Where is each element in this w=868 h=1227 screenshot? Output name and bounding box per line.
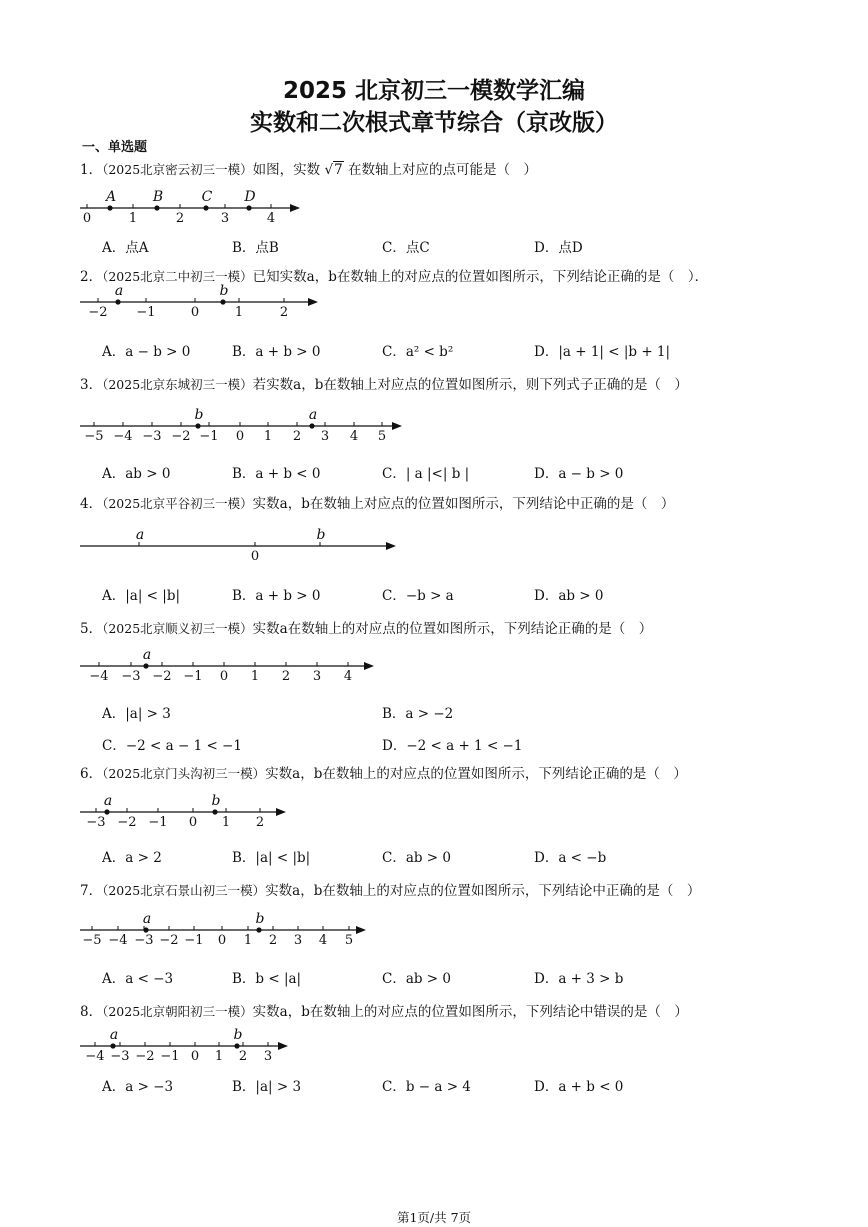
tick-label: 1: [243, 933, 253, 948]
tick-label: 4: [343, 669, 353, 684]
point-dot: [195, 423, 200, 428]
number-line-arrow-icon: [278, 1042, 288, 1050]
tick-label: −4: [113, 429, 133, 444]
number-line-arrow-icon: [364, 662, 374, 670]
point-dot: [212, 809, 217, 814]
point-dot: [154, 205, 159, 210]
q-stem: 实数a，b在数轴上的对应点的位置如图所示，下列结论正确的是（ ）: [265, 766, 687, 782]
tick-label: −3: [86, 815, 106, 830]
q-source: （2025北京平谷初三一模）: [102, 496, 253, 511]
point-label: a: [109, 1027, 119, 1043]
q-source: （2025北京门头沟初三一模）: [102, 766, 266, 781]
tick-label: 3: [312, 669, 322, 684]
tick-label: 4: [349, 429, 359, 444]
option-a: A．a > 2: [102, 850, 162, 866]
q-source: （2025北京密云初三一模）: [102, 162, 253, 177]
q-stem-part1: 如图，实数: [252, 162, 321, 178]
option-b: B．b < |a|: [232, 971, 302, 987]
tick-label: −2: [159, 933, 179, 948]
option-b: B．点B: [232, 240, 279, 256]
tick-label: −1: [136, 305, 156, 320]
point-dot: [107, 205, 112, 210]
point-label: b: [194, 407, 204, 423]
option-d: D．a < −b: [534, 850, 607, 866]
q-source: （2025北京二中初三一模）: [102, 269, 253, 284]
tick-label: 1: [263, 429, 273, 444]
option-d: D．a − b > 0: [534, 466, 624, 482]
radicand: 7: [334, 162, 343, 178]
option-a: A．|a| > 3: [102, 706, 171, 722]
tick-label: 3: [220, 211, 230, 226]
tick-label: 0: [190, 305, 200, 320]
page-footer: 第1页/共 7页: [396, 1210, 472, 1225]
point-dot: [234, 1043, 239, 1048]
tick-label: 0: [190, 1049, 200, 1064]
point-label: a: [142, 911, 152, 927]
tick-label: −5: [84, 429, 104, 444]
section-heading: 一、单选题: [82, 140, 148, 155]
option-c: C．−2 < a − 1 < −1: [102, 738, 242, 754]
point-dot: [220, 299, 225, 304]
point-dot: [309, 423, 314, 428]
tick-label: 2: [175, 211, 185, 226]
point-label: b: [316, 527, 326, 543]
point-label: A: [105, 189, 117, 205]
point-label: C: [201, 189, 213, 205]
option-c: C．ab > 0: [382, 850, 452, 866]
point-label: b: [211, 793, 221, 809]
tick-label: 3: [320, 429, 330, 444]
tick-label: −2: [135, 1049, 155, 1064]
option-a: A．|a| < |b|: [102, 588, 181, 604]
tick-label: 2: [279, 305, 289, 320]
number-line-arrow-icon: [276, 808, 286, 816]
tick-label: 1: [214, 1049, 224, 1064]
tick-label: −1: [183, 669, 203, 684]
q-num: 6．: [80, 766, 103, 782]
tick-label: −2: [171, 429, 191, 444]
tick-label: −2: [117, 815, 137, 830]
number-line-arrow-icon: [392, 422, 402, 430]
tick-label: −3: [121, 669, 141, 684]
option-b: B．|a| > 3: [232, 1079, 302, 1095]
option-a: A．a < −3: [102, 971, 174, 987]
q-stem: 实数a，b在数轴上的对应点的位置如图所示，下列结论中错误的是（ ）: [252, 1004, 688, 1020]
option-b: B．a + b < 0: [232, 466, 321, 482]
option-d: D．|a + 1| < |b + 1|: [534, 344, 671, 360]
tick-label: 2: [292, 429, 302, 444]
tick-label: 0: [219, 669, 229, 684]
q-source: （2025北京石景山初三一模）: [102, 883, 266, 898]
option-d: D．a + 3 > b: [534, 971, 624, 987]
q-source: （2025北京顺义初三一模）: [102, 621, 253, 636]
tick-label: 4: [266, 211, 276, 226]
q-stem: 实数a，b在数轴上对应点的位置如图所示，下列结论中正确的是（ ）: [252, 496, 675, 512]
tick-label: −3: [134, 933, 154, 948]
option-a: A．a − b > 0: [102, 344, 191, 360]
option-b: B．a > −2: [382, 706, 454, 722]
number-line-arrow-icon: [308, 298, 318, 306]
point-label: b: [255, 911, 265, 927]
tick-label: 5: [344, 933, 354, 948]
tick-label: −5: [82, 933, 102, 948]
point-dot: [143, 927, 148, 932]
tick-label: 2: [238, 1049, 248, 1064]
number-line-arrow-icon: [386, 542, 396, 550]
q-num: 7．: [80, 883, 103, 899]
q-source: （2025北京东城初三一模）: [102, 377, 253, 392]
tick-label: 2: [255, 815, 265, 830]
point-dot: [256, 927, 261, 932]
tick-label: −1: [148, 815, 168, 830]
option-d: D．ab > 0: [534, 588, 604, 604]
q-num: 8．: [80, 1004, 103, 1020]
option-c: C．b − a > 4: [382, 1079, 471, 1095]
q-stem: 已知实数a，b在数轴上的对应点的位置如图所示，下列结论正确的是（ ）．: [252, 269, 709, 285]
point-label: a: [114, 283, 124, 299]
tick-label: 1: [221, 815, 231, 830]
option-c: C．−b > a: [382, 588, 454, 604]
tick-label: −4: [108, 933, 128, 948]
option-b: B．a + b > 0: [232, 344, 321, 360]
tick-label: 0: [217, 933, 227, 948]
sqrt-expression: √7: [324, 162, 343, 178]
q-source: （2025北京朝阳初三一模）: [102, 1004, 253, 1019]
option-a: A．a > −3: [102, 1079, 174, 1095]
point-label: a: [308, 407, 318, 423]
point-label: B: [152, 189, 164, 205]
tick-label: 1: [128, 211, 138, 226]
option-c: C．a² < b²: [382, 344, 454, 360]
tick-label: 2: [281, 669, 291, 684]
tick-label: 5: [377, 429, 387, 444]
q-stem-part2: 在数轴上对应的点可能是（ ）: [347, 162, 537, 178]
point-label: a: [135, 527, 145, 543]
point-label: b: [219, 283, 229, 299]
number-line-arrow-icon: [356, 926, 366, 934]
q-num: 1．: [80, 162, 103, 178]
point-dot: [246, 205, 251, 210]
option-a: A．ab > 0: [102, 466, 171, 482]
q-num: 5．: [80, 621, 103, 637]
q-num: 4．: [80, 496, 103, 512]
tick-label: −1: [160, 1049, 180, 1064]
doc-title-line1: 2025 北京初三一模数学汇编: [282, 78, 586, 104]
point-label: a: [103, 793, 113, 809]
tick-label: 4: [318, 933, 328, 948]
tick-label: −3: [142, 429, 162, 444]
q-stem: 实数a，b在数轴上的对应点的位置如图所示，下列结论中正确的是（ ）: [265, 883, 701, 899]
option-c: C．| a |<| b |: [382, 466, 470, 482]
tick-label: −2: [88, 305, 108, 320]
tick-label: −3: [110, 1049, 130, 1064]
number-line-arrow-icon: [290, 204, 300, 212]
q-num: 3．: [80, 377, 103, 393]
tick-label: 1: [234, 305, 244, 320]
tick-label: −1: [184, 933, 204, 948]
point-label: a: [142, 647, 152, 663]
point-dot: [104, 809, 109, 814]
option-b: B．|a| < |b|: [232, 850, 311, 866]
tick-label: −1: [199, 429, 219, 444]
option-a: A．点A: [102, 240, 149, 256]
tick-label: 3: [293, 933, 303, 948]
q-stem: 实数a在数轴上的对应点的位置如图所示，下列结论正确的是（ ）: [252, 621, 653, 637]
tick-label: 0: [188, 815, 198, 830]
q-stem: 若实数a，b在数轴上对应点的位置如图所示，则下列式子正确的是（ ）: [252, 377, 688, 393]
point-dot: [110, 1043, 115, 1048]
option-d: D．−2 < a + 1 < −1: [382, 738, 523, 754]
point-dot: [115, 299, 120, 304]
tick-label: 1: [250, 669, 260, 684]
tick-label: 0: [82, 211, 92, 226]
tick-label: 2: [268, 933, 278, 948]
tick-label: −2: [152, 669, 172, 684]
tick-label: 0: [250, 549, 260, 564]
option-d: D．a + b < 0: [534, 1079, 624, 1095]
tick-label: −4: [89, 669, 109, 684]
point-label: b: [233, 1027, 243, 1043]
tick-label: −4: [85, 1049, 105, 1064]
point-dot: [143, 663, 148, 668]
option-d: D．点D: [534, 240, 583, 256]
point-label: D: [244, 189, 256, 205]
option-b: B．a + b > 0: [232, 588, 321, 604]
tick-label: 0: [235, 429, 245, 444]
doc-title-line2: 实数和二次根式章节综合（京改版）: [250, 110, 618, 136]
option-c: C．ab > 0: [382, 971, 452, 987]
point-dot: [203, 205, 208, 210]
q-num: 2．: [80, 269, 103, 285]
option-c: C．点C: [382, 240, 430, 256]
tick-label: 3: [263, 1049, 273, 1064]
